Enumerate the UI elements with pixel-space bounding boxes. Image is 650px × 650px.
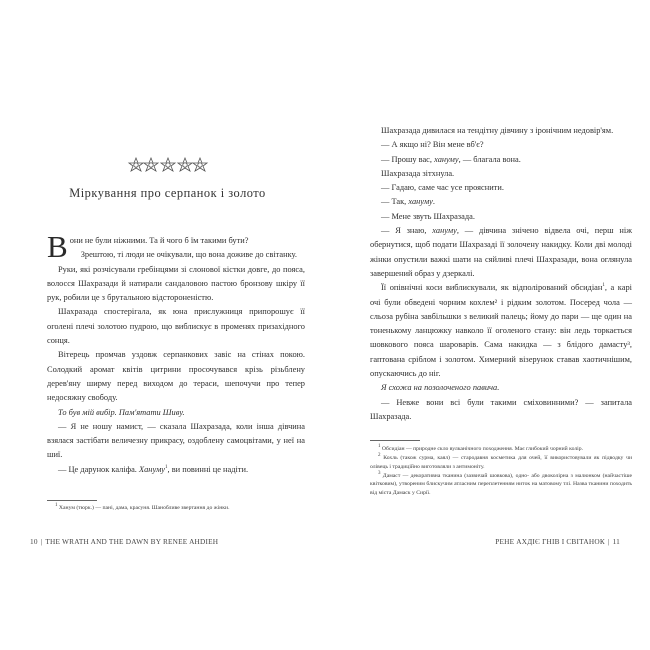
right-running-head: РЕНЕ АХДІЄ ГНІВ І СВІТАНОК | 11 <box>495 537 620 546</box>
paragraph: Шахразада спостерігала, як юна прислужниця припорошує її оголені плечі золотою пудрою, що виблискує в променях призахідного сонця. <box>47 307 305 346</box>
paragraph: Руки, які розчісували гребінцями зі слонової кістки довге, до пояса, волосся Шахразади й натирали сандаловою пастою бронзову шкіру її рук, робили це з брутальною відстороненістю. <box>47 264 305 303</box>
paragraph: Шахразада дивилася на тендітну дівчину з іронічним недовір'ям. <box>381 126 614 135</box>
right-body-text <box>370 124 632 424</box>
paragraph: — Я знаю, хануму, — дівчина знічено відвела очі, перш ніж обернутися, щоб подати Шахразаді її золочену накидку. Коли дві молоді жінки опустили важкі шати на сяйливі плечі Шахразади, вона оглянула завершений образ у дзеркалі. <box>370 226 632 278</box>
footnote-ref: 1 <box>602 283 605 289</box>
paragraph: Вітерець промчав уздовж серпанкових завіс на стінах покою. Солодкий аромат квітів цитрини просочувався крізь різьблену дерев'яну ширму перед виходом до тераси, шепочучи про тепер недосяжну свободу. <box>47 350 305 403</box>
paragraph: — А якщо ні? Він мене вб'є? <box>381 140 484 150</box>
drop-cap: В <box>47 229 68 264</box>
footnote: 1 Обсидіан — природне скло вулканічного походження. Має глибокий чорний колір. <box>378 444 584 452</box>
left-body-text <box>47 229 305 477</box>
right-page <box>325 0 650 650</box>
paragraph: — Гадаю, саме час усе прояснити. <box>381 183 504 193</box>
page-number: 10 <box>30 537 38 546</box>
paragraph-italic: Я схожа на позолоченого павича. <box>381 383 500 393</box>
running-title: РЕНЕ АХДІЄ ГНІВ І СВІТАНОК <box>495 537 605 546</box>
running-title: THE WRATH AND THE DAWN BY RENEE AHDIEH <box>45 537 219 546</box>
paragraph: — Прошу вас, хануму, — благала вона. <box>381 154 521 164</box>
paragraph: — Мене звуть Шахразада. <box>381 211 475 221</box>
page-number: 11 <box>612 537 620 546</box>
footnote-rule <box>47 500 97 501</box>
footnote: 2 Кохль (також сурма, каял) — стародавня косметика для очей, її використовували як підводку чи олівець і традиційно виготовляли з антимоніту. <box>370 453 632 470</box>
right-footnotes <box>370 445 632 498</box>
chapter-title: Міркування про серпанок і золото <box>69 186 266 200</box>
left-running-head: 10 | THE WRATH AND THE DAWN BY RENEE AHDIEH <box>30 537 219 546</box>
paragraph: Вони не були ніжними. Та й чого б їм такими бути? <box>47 229 249 264</box>
footnote-rule <box>370 440 420 441</box>
paragraph: — Так, хануму. <box>381 197 435 207</box>
paragraph: — Це дарунок каліфа. Хануму$^1$, ви повинні це надіти. <box>58 464 249 474</box>
paragraph-italic: То був мій вибір. Пам'ятати Шиву. <box>58 407 185 417</box>
footnote: 3 Дамаст — декоративна тканина (зазвичай шовкова), одно- або двоколірна з малюнком (найчастіше квітковим), утвореним блискучим атласним переплетенням ниток на матовому тлі. Назва тканини походить від міста Дамаск у Сирії. <box>370 470 632 496</box>
footnote: 1 Ханум (тюрк.) — пані, дама, красуня. Шанобливе звертання до жінки. <box>55 503 230 511</box>
footnote-ref: 1 <box>165 464 168 470</box>
paragraph: Шахразада зітхнула. <box>381 168 455 178</box>
paragraph: Її опівнічні коси виблискували, як відполірований обсидіан$^1$, а карі очі були обведені чорним кохлем² і рідким золотом. Посеред чола — сльоза рубіна завбільшки з великий палець; йому до пари — ще один на тоненькому ланцюжку навколо її оголеного стану: він ледь торкається шовкового пояса шароварів. Сама накидка — з блідого дамасту³, гаптована сріблом і золотом. Химерний візерунок ставав хаотичнішим, опускаючись до ніг. <box>370 283 632 379</box>
paragraph: Зрештою, ті люди не очікували, що вона доживе до світанку. <box>80 250 297 260</box>
star-flower-ornament-icon <box>127 157 209 173</box>
paragraph: — Невже вони всі були такими сміховинними? — запитала Шахразада. <box>370 397 632 421</box>
paragraph: — Я не ношу намист, — сказала Шахразада, коли інша дівчина взялася застібати величезну прикрасу, оздоблену самоцвітами, у неї на шиї. <box>47 421 305 460</box>
left-footnotes <box>47 504 305 513</box>
